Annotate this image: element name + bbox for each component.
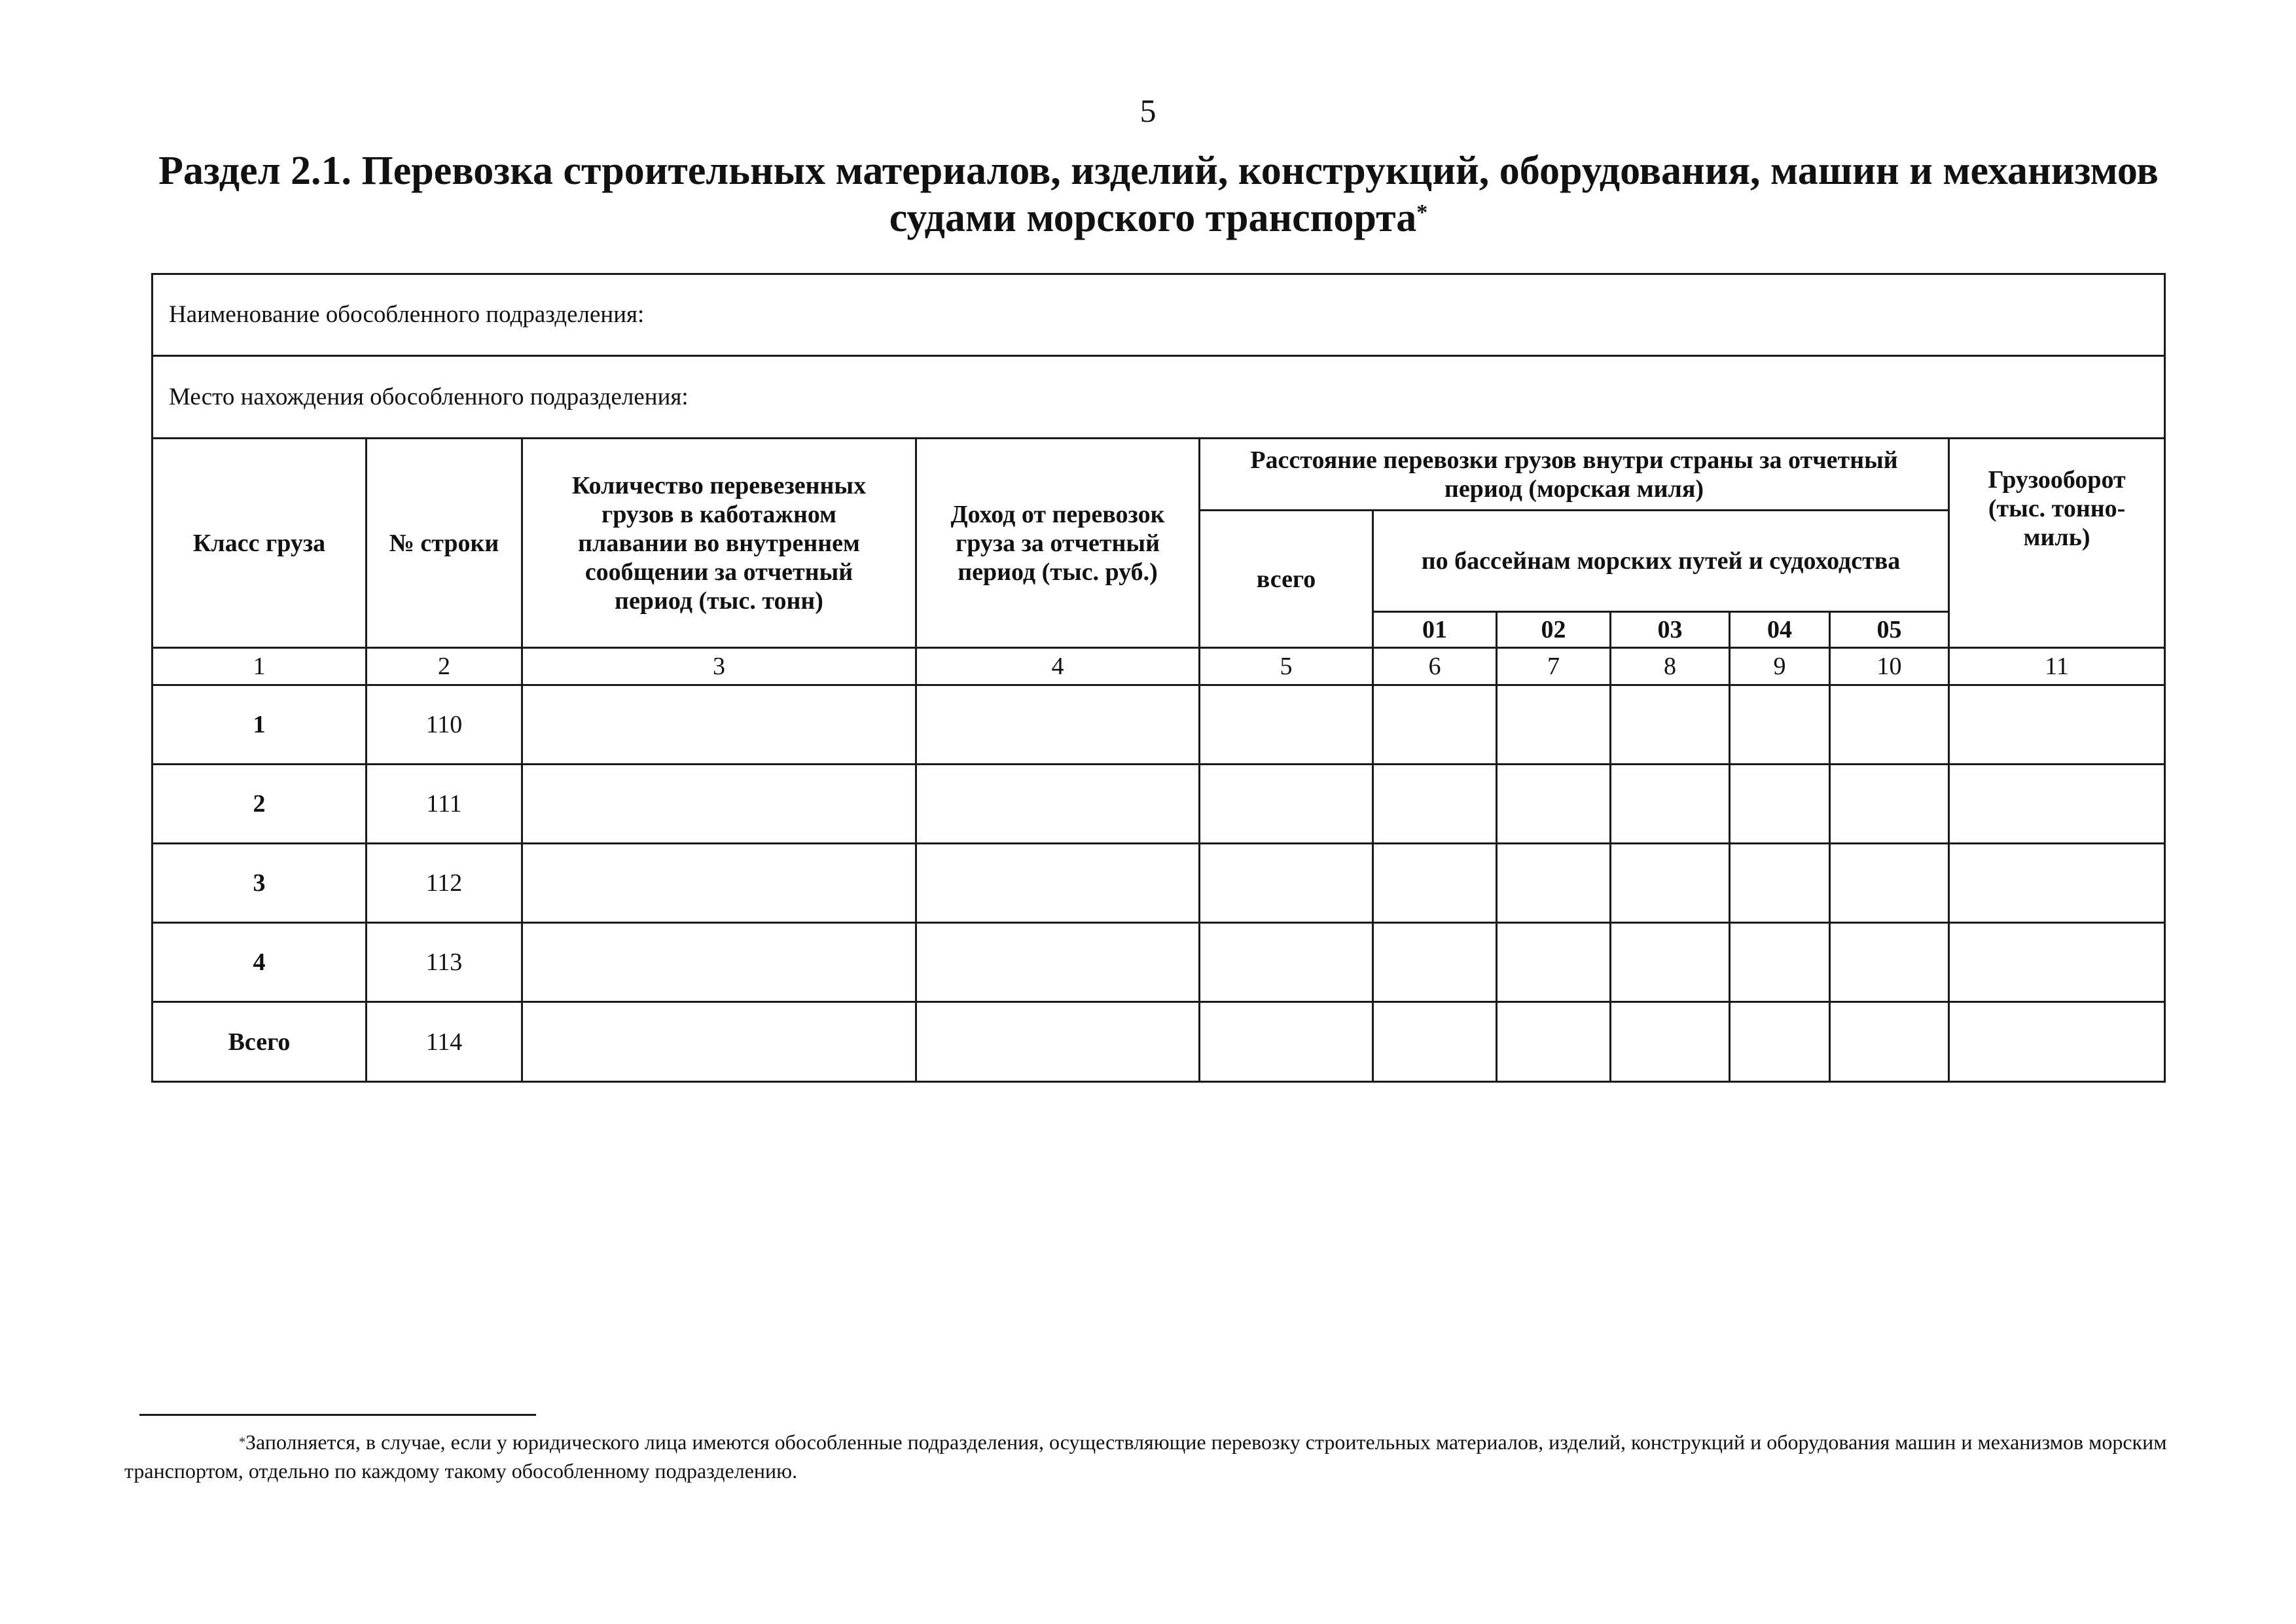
input-cell[interactable] bbox=[1830, 1002, 1949, 1082]
header-basin-01: 01 bbox=[1373, 612, 1497, 648]
row-cargo-class: 1 bbox=[152, 685, 367, 765]
header-basin-05: 05 bbox=[1830, 612, 1949, 648]
input-cell[interactable] bbox=[1497, 685, 1611, 765]
input-cell[interactable] bbox=[916, 685, 1200, 765]
table-row bbox=[152, 685, 2165, 765]
input-cell[interactable] bbox=[1611, 844, 1730, 923]
input-cell[interactable] bbox=[1497, 844, 1611, 923]
header-basin-02: 02 bbox=[1497, 612, 1611, 648]
input-cell[interactable] bbox=[522, 844, 916, 923]
table-row bbox=[152, 923, 2165, 1002]
column-number: 2 bbox=[367, 648, 522, 685]
column-number: 3 bbox=[522, 648, 916, 685]
header-distance: Расстояние перевозки грузов внутри страны за отчетный период (морская миля) bbox=[1200, 439, 1949, 511]
input-cell[interactable] bbox=[1730, 844, 1830, 923]
row-cargo-class: Всего bbox=[152, 1002, 367, 1082]
input-cell[interactable] bbox=[1497, 765, 1611, 844]
row-number: 113 bbox=[367, 923, 522, 1002]
input-cell[interactable] bbox=[1200, 685, 1373, 765]
input-cell[interactable] bbox=[1497, 1002, 1611, 1082]
subdivision-location-field[interactable]: Место нахождения обособленного подразделения: bbox=[152, 356, 2165, 439]
input-cell[interactable] bbox=[1949, 765, 2165, 844]
input-cell[interactable] bbox=[1830, 765, 1949, 844]
input-cell[interactable] bbox=[1949, 844, 2165, 923]
input-cell[interactable] bbox=[1200, 844, 1373, 923]
table-row bbox=[152, 844, 2165, 923]
header-revenue: Доход от перевозок груза за отчетный период (тыс. руб.) bbox=[916, 439, 1200, 648]
table-row-total bbox=[152, 1002, 2165, 1082]
column-number: 11 bbox=[1949, 648, 2165, 685]
input-cell[interactable] bbox=[1373, 1002, 1497, 1082]
section-title bbox=[131, 147, 2186, 242]
header-turnover: Грузооборот (тыс. тонно-миль) bbox=[1949, 439, 2165, 648]
section-title-text: Раздел 2.1. Перевозка строительных материалов, изделий, конструкций, оборудования, машин и механизмов судами морского транспорта bbox=[158, 149, 2159, 240]
column-number: 5 bbox=[1200, 648, 1373, 685]
footnote-divider bbox=[139, 1414, 536, 1416]
input-cell[interactable] bbox=[1830, 685, 1949, 765]
header-quantity: Количество перевезенных грузов в каботажном плавании во внутреннем сообщении за отчетный период (тыс. тонн) bbox=[522, 439, 916, 648]
column-number-row bbox=[152, 648, 2165, 685]
input-cell[interactable] bbox=[1730, 685, 1830, 765]
header-basins: по бассейнам морских путей и судоходства bbox=[1373, 511, 1949, 612]
row-cargo-class: 3 bbox=[152, 844, 367, 923]
input-cell[interactable] bbox=[916, 923, 1200, 1002]
header-cargo-class: Класс груза bbox=[152, 439, 367, 648]
row-cargo-class: 2 bbox=[152, 765, 367, 844]
input-cell[interactable] bbox=[1200, 923, 1373, 1002]
column-number: 8 bbox=[1611, 648, 1730, 685]
input-cell[interactable] bbox=[1497, 923, 1611, 1002]
row-number: 110 bbox=[367, 685, 522, 765]
input-cell[interactable] bbox=[1730, 923, 1830, 1002]
input-cell[interactable] bbox=[1949, 685, 2165, 765]
column-number: 6 bbox=[1373, 648, 1497, 685]
input-cell[interactable] bbox=[1373, 685, 1497, 765]
header-distance-total: всего bbox=[1200, 511, 1373, 648]
row-number: 112 bbox=[367, 844, 522, 923]
header-basin-04: 04 bbox=[1730, 612, 1830, 648]
header-row-number: № строки bbox=[367, 439, 522, 648]
input-cell[interactable] bbox=[916, 1002, 1200, 1082]
header-basin-03: 03 bbox=[1611, 612, 1730, 648]
column-number: 7 bbox=[1497, 648, 1611, 685]
input-cell[interactable] bbox=[1373, 923, 1497, 1002]
input-cell[interactable] bbox=[1373, 844, 1497, 923]
footnote-text: Заполняется, в случае, если у юридического лица имеются обособленные подразделения, осуществляющие перевозку строительных материалов, изделий, конструкций и оборудования машин и механизмов морским транспортом, отдельно по каждому такому обособленному подразделению. bbox=[124, 1430, 2167, 1483]
input-cell[interactable] bbox=[1949, 923, 2165, 1002]
input-cell[interactable] bbox=[916, 844, 1200, 923]
input-cell[interactable] bbox=[522, 765, 916, 844]
input-cell[interactable] bbox=[1611, 765, 1730, 844]
input-cell[interactable] bbox=[522, 923, 916, 1002]
input-cell[interactable] bbox=[1830, 923, 1949, 1002]
input-cell[interactable] bbox=[1200, 765, 1373, 844]
input-cell[interactable] bbox=[1730, 765, 1830, 844]
input-cell[interactable] bbox=[522, 685, 916, 765]
table-row bbox=[152, 765, 2165, 844]
subdivision-name-field[interactable]: Наименование обособленного подразделения: bbox=[152, 274, 2165, 356]
page-number: 5 bbox=[1139, 92, 1157, 129]
column-number: 4 bbox=[916, 648, 1200, 685]
input-cell[interactable] bbox=[916, 765, 1200, 844]
input-cell[interactable] bbox=[1949, 1002, 2165, 1082]
row-number: 111 bbox=[367, 765, 522, 844]
input-cell[interactable] bbox=[1373, 765, 1497, 844]
input-cell[interactable] bbox=[1830, 844, 1949, 923]
row-cargo-class: 4 bbox=[152, 923, 367, 1002]
title-footnote-mark: * bbox=[1416, 200, 1428, 225]
input-cell[interactable] bbox=[1611, 685, 1730, 765]
row-number: 114 bbox=[367, 1002, 522, 1082]
input-cell[interactable] bbox=[522, 1002, 916, 1082]
column-number: 1 bbox=[152, 648, 367, 685]
transport-form-table bbox=[151, 273, 2166, 1083]
footnote bbox=[124, 1428, 2183, 1485]
footnote-mark: * bbox=[239, 1435, 245, 1449]
input-cell[interactable] bbox=[1200, 1002, 1373, 1082]
input-cell[interactable] bbox=[1611, 1002, 1730, 1082]
column-number: 9 bbox=[1730, 648, 1830, 685]
column-number: 10 bbox=[1830, 648, 1949, 685]
input-cell[interactable] bbox=[1730, 1002, 1830, 1082]
input-cell[interactable] bbox=[1611, 923, 1730, 1002]
